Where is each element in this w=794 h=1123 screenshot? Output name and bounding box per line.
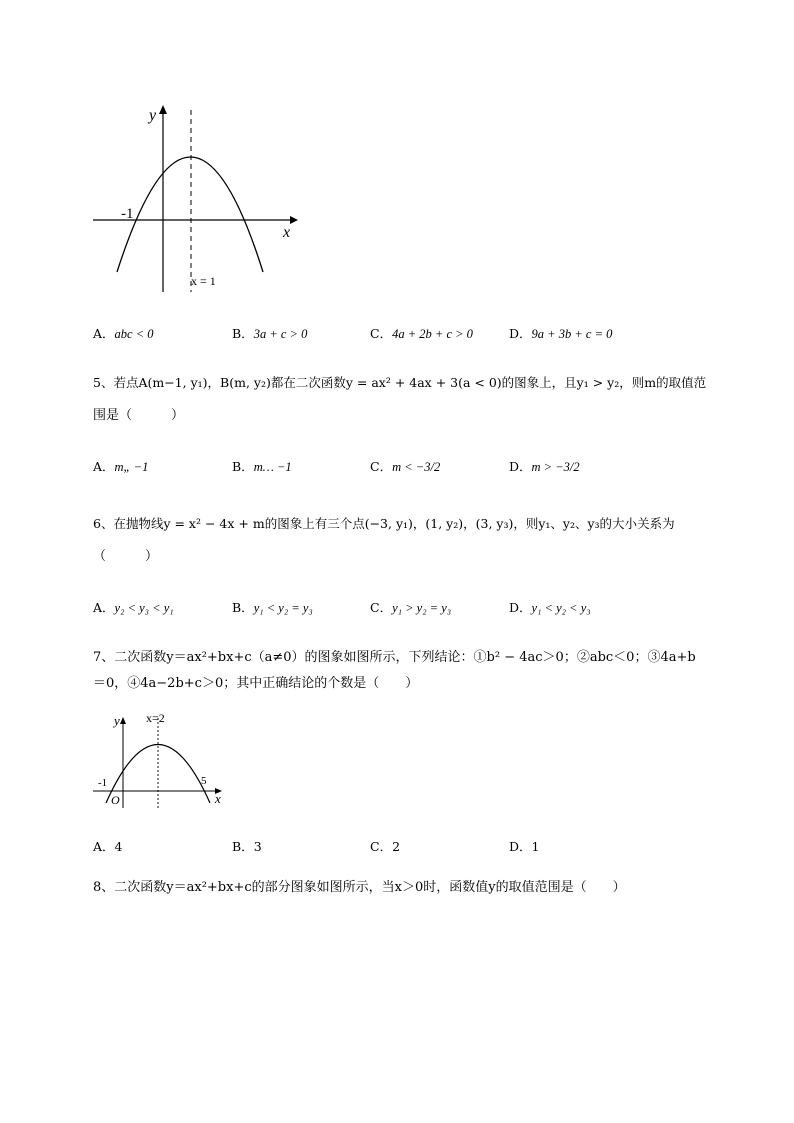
question-number: 5、: [93, 375, 114, 390]
figure-parabola-1: [85, 100, 305, 300]
option-letter: C．: [370, 600, 393, 615]
y-axis-arrow: [120, 717, 126, 724]
option-letter: C．: [370, 839, 393, 854]
option-letter: B．: [232, 839, 254, 854]
option-text: 4a + 2b + c > 0: [392, 327, 473, 341]
q8-stem-line-1: [93, 880, 626, 896]
option-letter: D．: [509, 326, 532, 341]
q4-option-c[interactable]: [370, 326, 473, 342]
option-letter: D．: [509, 600, 532, 615]
q7-option-b[interactable]: [232, 839, 262, 855]
q5-stem-line-2: 围是（ ）: [93, 408, 185, 423]
y-axis-arrow: [159, 105, 167, 114]
question-number: 7、: [93, 650, 115, 665]
option-text: m… −1: [253, 460, 292, 474]
option-letter: B．: [232, 326, 254, 341]
x-axis-arrow: [290, 216, 298, 224]
q5-stem-line-1: [93, 375, 706, 391]
question-number: 8、: [93, 880, 115, 895]
option-letter: A．: [93, 600, 115, 615]
option-letter: B．: [232, 459, 254, 474]
question-text: 二次函数y＝ax²+bx+c的部分图象如图所示，当x＞0时，函数值y的取值范围是（ ）: [114, 880, 626, 895]
option-letter: D．: [509, 459, 532, 474]
q4-option-a[interactable]: [93, 326, 154, 342]
q4-option-b[interactable]: [232, 326, 307, 342]
question-text: 在抛物线y = x² − 4x + m的图象上有三个点(−3, y₁)，(1, y₂)，(3, y₃)，则y₁、y₂、y₃的大小关系为: [113, 516, 675, 531]
option-text: 9a + 3b + c = 0: [531, 327, 613, 341]
option-letter: A．: [93, 459, 115, 474]
y-axis-label: y: [114, 713, 120, 728]
q6-option-b[interactable]: [232, 600, 313, 616]
option-letter: C．: [370, 459, 393, 474]
q6-stem-line-2: （ ）: [93, 549, 159, 564]
option-text: 3a + c > 0: [253, 327, 308, 341]
option-text: m > −3/2: [531, 460, 580, 474]
q6-option-a[interactable]: [93, 600, 174, 616]
q5-option-d[interactable]: [509, 459, 580, 475]
option-letter: B．: [232, 600, 254, 615]
option-text: 1: [531, 839, 540, 854]
option-text: m < −3/2: [392, 460, 441, 474]
q7-option-c[interactable]: [370, 839, 400, 855]
option-letter: A．: [93, 839, 115, 854]
origin-label: O: [111, 793, 120, 807]
question-text: 二次函数y＝ax²+bx+c（a≠0）的图象如图所示，下列结论：①b² − 4ac＞0；②abc＜0；③4a+b: [114, 650, 696, 665]
y-axis-label: y: [149, 107, 157, 124]
q7-option-a[interactable]: [93, 839, 122, 855]
q7-stem-line-1: [93, 650, 696, 666]
option-text: y₂ < y₃ < y₁: [114, 601, 174, 615]
q4-option-d[interactable]: [509, 326, 612, 342]
q7-option-d[interactable]: [509, 839, 539, 855]
q5-option-b[interactable]: [232, 459, 292, 475]
option-text: y₁ < y₂ = y₃: [253, 601, 313, 615]
axis-of-symmetry-label: x=2: [146, 711, 165, 725]
option-text: y₁ < y₂ < y₃: [531, 601, 591, 615]
q7-stem-line-2: ＝0，④4a−2b+c＞0；其中正确结论的个数是（ ）: [93, 676, 419, 691]
question-number: 6、: [93, 516, 114, 531]
option-letter: D．: [509, 839, 532, 854]
option-text: 3: [253, 839, 262, 854]
right-root-label: 5: [201, 775, 207, 787]
option-letter: A．: [93, 326, 115, 341]
intercept-label: -1: [121, 206, 134, 222]
parabola-curve: [117, 157, 263, 272]
option-text: 4: [114, 839, 123, 854]
x-axis-label: x: [283, 224, 291, 241]
option-text: 2: [392, 839, 401, 854]
question-text: 若点A(m−1, y₁)，B(m, y₂)都在二次函数y = ax² + 4ax + 3(a < 0)的图象上，且y₁ > y₂，则m的取值范: [113, 375, 707, 390]
figure-parabola-2: [88, 708, 238, 813]
option-letter: C．: [370, 326, 393, 341]
axis-of-symmetry-label: x = 1: [191, 274, 216, 288]
q6-option-c[interactable]: [370, 600, 451, 616]
option-text: m„ −1: [114, 460, 149, 474]
q6-option-d[interactable]: [509, 600, 591, 616]
option-text: y₁ > y₂ = y₃: [392, 601, 452, 615]
q5-option-c[interactable]: [370, 459, 440, 475]
q5-option-a[interactable]: [93, 459, 148, 475]
x-axis-label: x: [215, 791, 221, 806]
left-root-label: -1: [98, 777, 108, 789]
q6-stem-line-1: [93, 516, 675, 532]
option-text: abc < 0: [114, 327, 154, 341]
